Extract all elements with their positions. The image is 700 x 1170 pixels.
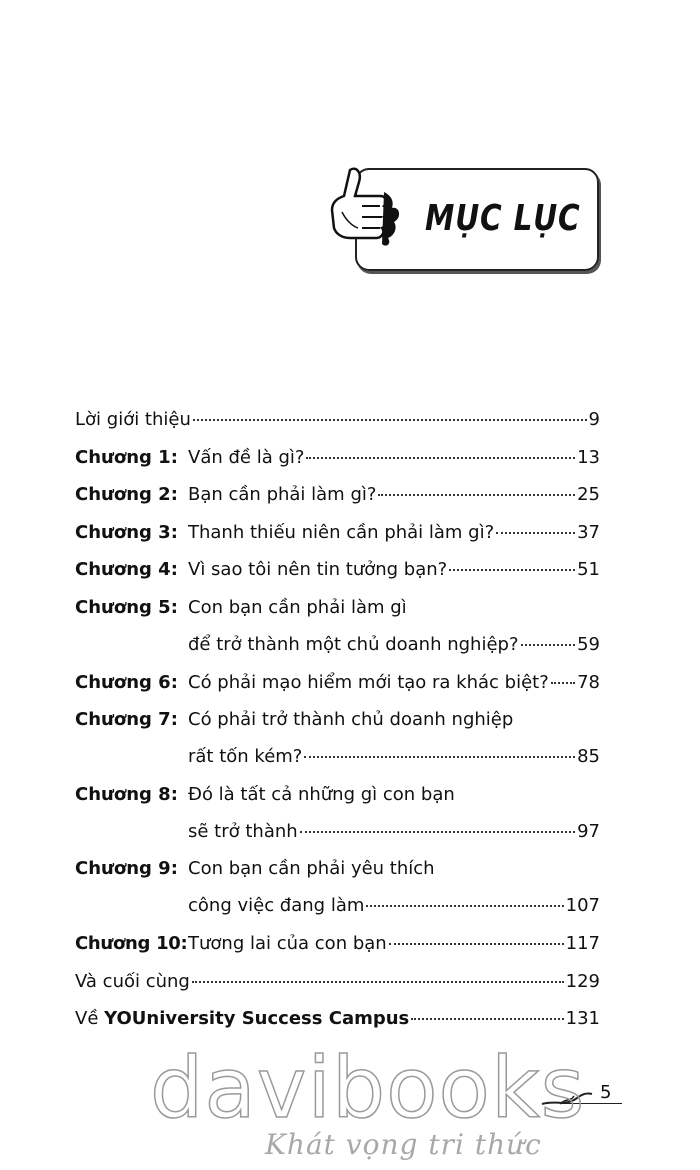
toc-entry-text: Và cuối cùng xyxy=(75,970,190,992)
leader-dots xyxy=(449,568,575,571)
toc-entry-text: Vì sao tôi nên tin tưởng bạn? xyxy=(188,559,448,581)
toc-entry-text: Đó là tất cả những gì con bạn xyxy=(188,783,455,805)
chapter-label: Chương 2: xyxy=(75,484,178,506)
toc-page-number: 85 xyxy=(577,746,600,768)
thumbs-up-icon xyxy=(322,162,416,262)
toc-page-number: 117 xyxy=(565,932,600,954)
chapter-label: Chương 4: xyxy=(75,559,178,581)
toc-row xyxy=(75,439,600,477)
toc-row xyxy=(75,776,600,813)
toc-row xyxy=(75,589,600,626)
toc-row xyxy=(75,850,600,887)
toc-page-number: 107 xyxy=(565,895,600,917)
toc-page-number: 9 xyxy=(588,409,600,430)
toc-page-number: 131 xyxy=(565,1008,600,1030)
leader-dots xyxy=(389,942,564,945)
chapter-label: Chương 7: xyxy=(75,709,178,731)
chapter-label: Chương 6: xyxy=(75,671,178,693)
toc-row xyxy=(75,401,600,439)
leader-dots xyxy=(521,643,576,646)
toc-entry-text-cont: rất tốn kém? xyxy=(188,746,303,768)
toc-entry-text: Con bạn cần phải yêu thích xyxy=(188,858,435,880)
toc-row xyxy=(75,664,600,702)
watermark-tagline: Khát vọng tri thức xyxy=(265,1128,542,1161)
leader-dots xyxy=(496,531,575,534)
leader-dots xyxy=(306,456,575,459)
toc-row xyxy=(75,1000,600,1038)
toc-page-number: 59 xyxy=(577,633,600,655)
leader-dots xyxy=(192,980,564,983)
watermark-brand: davibooks xyxy=(150,1039,586,1137)
toc-row-continued xyxy=(75,887,600,925)
page-title: MỤC LỤC xyxy=(425,198,581,239)
table-of-contents xyxy=(75,401,600,1038)
chapter-label: Chương 3: xyxy=(75,521,178,543)
leader-dots xyxy=(411,1017,563,1020)
leader-dots xyxy=(193,418,587,421)
toc-page-number: 78 xyxy=(577,671,600,693)
toc-entry-text: Có phải mạo hiểm mới tạo ra khác biệt? xyxy=(188,671,549,693)
toc-row-continued xyxy=(75,626,600,664)
leader-dots xyxy=(366,904,563,907)
toc-row xyxy=(75,701,600,738)
chapter-label: Chương 8: xyxy=(75,783,178,805)
toc-entry-text-cont: để trở thành một chủ doanh nghiệp? xyxy=(188,633,519,655)
toc-entry-text: Thanh thiếu niên cần phải làm gì? xyxy=(188,521,495,543)
toc-entry-text: Lời giới thiệu xyxy=(75,409,191,430)
toc-entry-text-cont: sẽ trở thành xyxy=(188,820,298,842)
chapter-label: Chương 5: xyxy=(75,596,178,618)
toc-page-number: 129 xyxy=(565,970,600,992)
toc-row-continued xyxy=(75,813,600,851)
toc-entry-text: Tương lai của con bạn xyxy=(188,932,387,954)
toc-entry-text xyxy=(75,1000,409,1038)
leader-dots xyxy=(304,755,575,758)
toc-entry-bold: YOUniversity Success Campus xyxy=(104,1008,410,1030)
toc-entry-prefix: Về xyxy=(75,1008,105,1030)
toc-page-number: 37 xyxy=(577,521,600,543)
leader-dots xyxy=(300,830,575,833)
toc-row xyxy=(75,551,600,589)
toc-row xyxy=(75,925,600,963)
toc-page-number: 97 xyxy=(577,820,600,842)
toc-entry-text-cont: công việc đang làm xyxy=(188,895,365,917)
toc-page-number: 13 xyxy=(577,446,600,468)
toc-entry-text: Vấn đề là gì? xyxy=(188,446,305,468)
toc-page-number: 25 xyxy=(577,484,600,506)
toc-page-number: 51 xyxy=(577,559,600,581)
chapter-label: Chương 10: xyxy=(75,932,188,954)
toc-row xyxy=(75,514,600,552)
chapter-label: Chương 1: xyxy=(75,446,178,468)
chapter-label: Chương 9: xyxy=(75,858,178,880)
toc-entry-text: Có phải trở thành chủ doanh nghiệp xyxy=(188,709,514,731)
leader-dots xyxy=(378,493,575,496)
toc-row-continued xyxy=(75,738,600,776)
page-number: 5 xyxy=(600,1082,612,1103)
toc-row xyxy=(75,476,600,514)
leader-dots xyxy=(551,681,575,684)
toc-entry-text: Con bạn cần phải làm gì xyxy=(188,596,407,618)
toc-row xyxy=(75,963,600,1001)
toc-entry-text: Bạn cần phải làm gì? xyxy=(188,484,377,506)
